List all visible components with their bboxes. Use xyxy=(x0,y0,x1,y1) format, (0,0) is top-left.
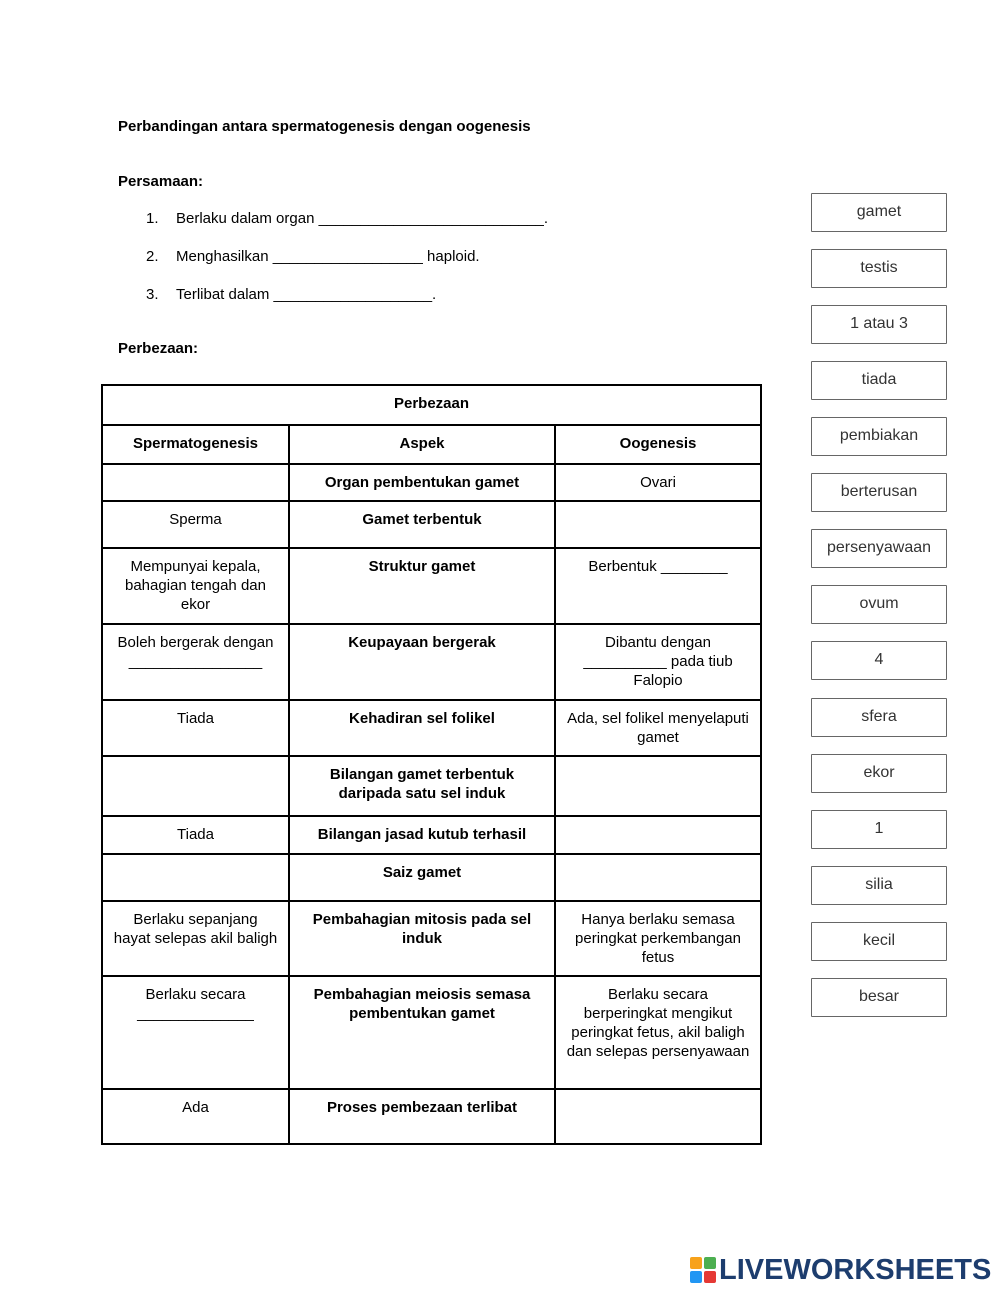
aspek-cell: Kehadiran sel folikel xyxy=(289,700,555,756)
item-text: Terlibat dalam ___________________. xyxy=(176,286,437,303)
aspek-cell: Pembahagian meiosis semasa pembentukan gamet xyxy=(289,976,555,1089)
liveworksheets-logo xyxy=(690,1253,991,1287)
page-title: Perbandingan antara spermatogenesis dengan oogenesis xyxy=(118,118,531,135)
word-bank-item-gamet[interactable]: gamet xyxy=(811,193,947,232)
column-header: Oogenesis xyxy=(555,425,761,464)
table-row xyxy=(102,700,761,756)
persamaan-heading: Persamaan: xyxy=(118,173,204,190)
word-bank-item-pembiakan[interactable]: pembiakan xyxy=(811,417,947,456)
oo-cell[interactable] xyxy=(555,854,761,901)
aspek-cell: Bilangan jasad kutub terhasil xyxy=(289,816,555,854)
oo-cell[interactable] xyxy=(555,816,761,854)
oo-cell[interactable] xyxy=(555,501,761,548)
item-text: Menghasilkan __________________ haploid. xyxy=(176,248,480,265)
logo-square xyxy=(690,1271,702,1283)
sperm-cell[interactable] xyxy=(102,464,289,501)
item-number: 3. xyxy=(146,286,159,303)
aspek-cell: Keupayaan bergerak xyxy=(289,624,555,700)
oo-cell[interactable]: Berbentuk ________ xyxy=(555,548,761,624)
table-row xyxy=(102,976,761,1089)
word-bank-item-sfera[interactable]: sfera xyxy=(811,698,947,737)
word-bank-item-besar[interactable]: besar xyxy=(811,978,947,1017)
sperm-cell[interactable]: Berlaku sepanjang hayat selepas akil baligh xyxy=(102,901,289,976)
oo-cell[interactable] xyxy=(555,756,761,816)
sperm-cell[interactable]: Berlaku secara ______________ xyxy=(102,976,289,1089)
aspek-cell: Struktur gamet xyxy=(289,548,555,624)
item-text: Berlaku dalam organ ___________________________. xyxy=(176,210,548,227)
table-row xyxy=(102,1089,761,1144)
similarity-item xyxy=(146,248,480,265)
table-row xyxy=(102,854,761,901)
oo-cell[interactable]: Ada, sel folikel menyelaputi gamet xyxy=(555,700,761,756)
comparison-table xyxy=(101,384,762,1145)
table-row xyxy=(102,501,761,548)
word-bank-item-1-atau-3[interactable]: 1 atau 3 xyxy=(811,305,947,344)
oo-cell[interactable]: Ovari xyxy=(555,464,761,501)
sperm-cell[interactable]: Tiada xyxy=(102,816,289,854)
sperm-cell[interactable]: Ada xyxy=(102,1089,289,1144)
similarity-item xyxy=(146,210,548,227)
word-bank-item-tiada[interactable]: tiada xyxy=(811,361,947,400)
oo-cell[interactable]: Berlaku secara berperingkat mengikut peringkat fetus, akil baligh dan selepas persenyawaan xyxy=(555,976,761,1089)
sperm-cell[interactable]: Mempunyai kepala, bahagian tengah dan ekor xyxy=(102,548,289,624)
table-header-row xyxy=(102,425,761,464)
logo-square xyxy=(704,1257,716,1269)
sperm-cell[interactable] xyxy=(102,756,289,816)
table-row xyxy=(102,464,761,501)
aspek-cell: Proses pembezaan terlibat xyxy=(289,1089,555,1144)
word-bank-item-berterusan[interactable]: berterusan xyxy=(811,473,947,512)
aspek-cell: Organ pembentukan gamet xyxy=(289,464,555,501)
item-number: 2. xyxy=(146,248,159,265)
logo-square xyxy=(690,1257,702,1269)
sperm-cell[interactable]: Sperma xyxy=(102,501,289,548)
word-bank-item-silia[interactable]: silia xyxy=(811,866,947,905)
column-header: Spermatogenesis xyxy=(102,425,289,464)
word-bank-item-kecil[interactable]: kecil xyxy=(811,922,947,961)
word-bank-item-4[interactable]: 4 xyxy=(811,641,947,680)
word-bank-item-ekor[interactable]: ekor xyxy=(811,754,947,793)
table-row xyxy=(102,548,761,624)
item-number: 1. xyxy=(146,210,159,227)
similarity-item xyxy=(146,286,436,303)
sperm-cell[interactable] xyxy=(102,854,289,901)
table-row xyxy=(102,901,761,976)
logo-text: LIVEWORKSHEETS xyxy=(719,1253,992,1286)
word-bank-item-testis[interactable]: testis xyxy=(811,249,947,288)
oo-cell[interactable]: Hanya berlaku semasa peringkat perkembangan fetus xyxy=(555,901,761,976)
logo-square xyxy=(704,1271,716,1283)
oo-cell[interactable]: Dibantu dengan __________ pada tiub Falopio xyxy=(555,624,761,700)
word-bank-item-ovum[interactable]: ovum xyxy=(811,585,947,624)
aspek-cell: Gamet terbentuk xyxy=(289,501,555,548)
logo-icon xyxy=(690,1257,716,1283)
table-caption: Perbezaan xyxy=(102,385,761,425)
table-row xyxy=(102,816,761,854)
aspek-cell: Pembahagian mitosis pada sel induk xyxy=(289,901,555,976)
table-row xyxy=(102,624,761,700)
aspek-cell: Bilangan gamet terbentuk daripada satu sel induk xyxy=(289,756,555,816)
oo-cell[interactable] xyxy=(555,1089,761,1144)
table-row xyxy=(102,756,761,816)
sperm-cell[interactable]: Tiada xyxy=(102,700,289,756)
aspek-cell: Saiz gamet xyxy=(289,854,555,901)
column-header: Aspek xyxy=(289,425,555,464)
table-caption-row xyxy=(102,385,761,425)
sperm-cell[interactable]: Boleh bergerak dengan ________________ xyxy=(102,624,289,700)
word-bank-item-1[interactable]: 1 xyxy=(811,810,947,849)
word-bank-item-persenyawaan[interactable]: persenyawaan xyxy=(811,529,947,568)
perbezaan-heading: Perbezaan: xyxy=(118,340,199,357)
